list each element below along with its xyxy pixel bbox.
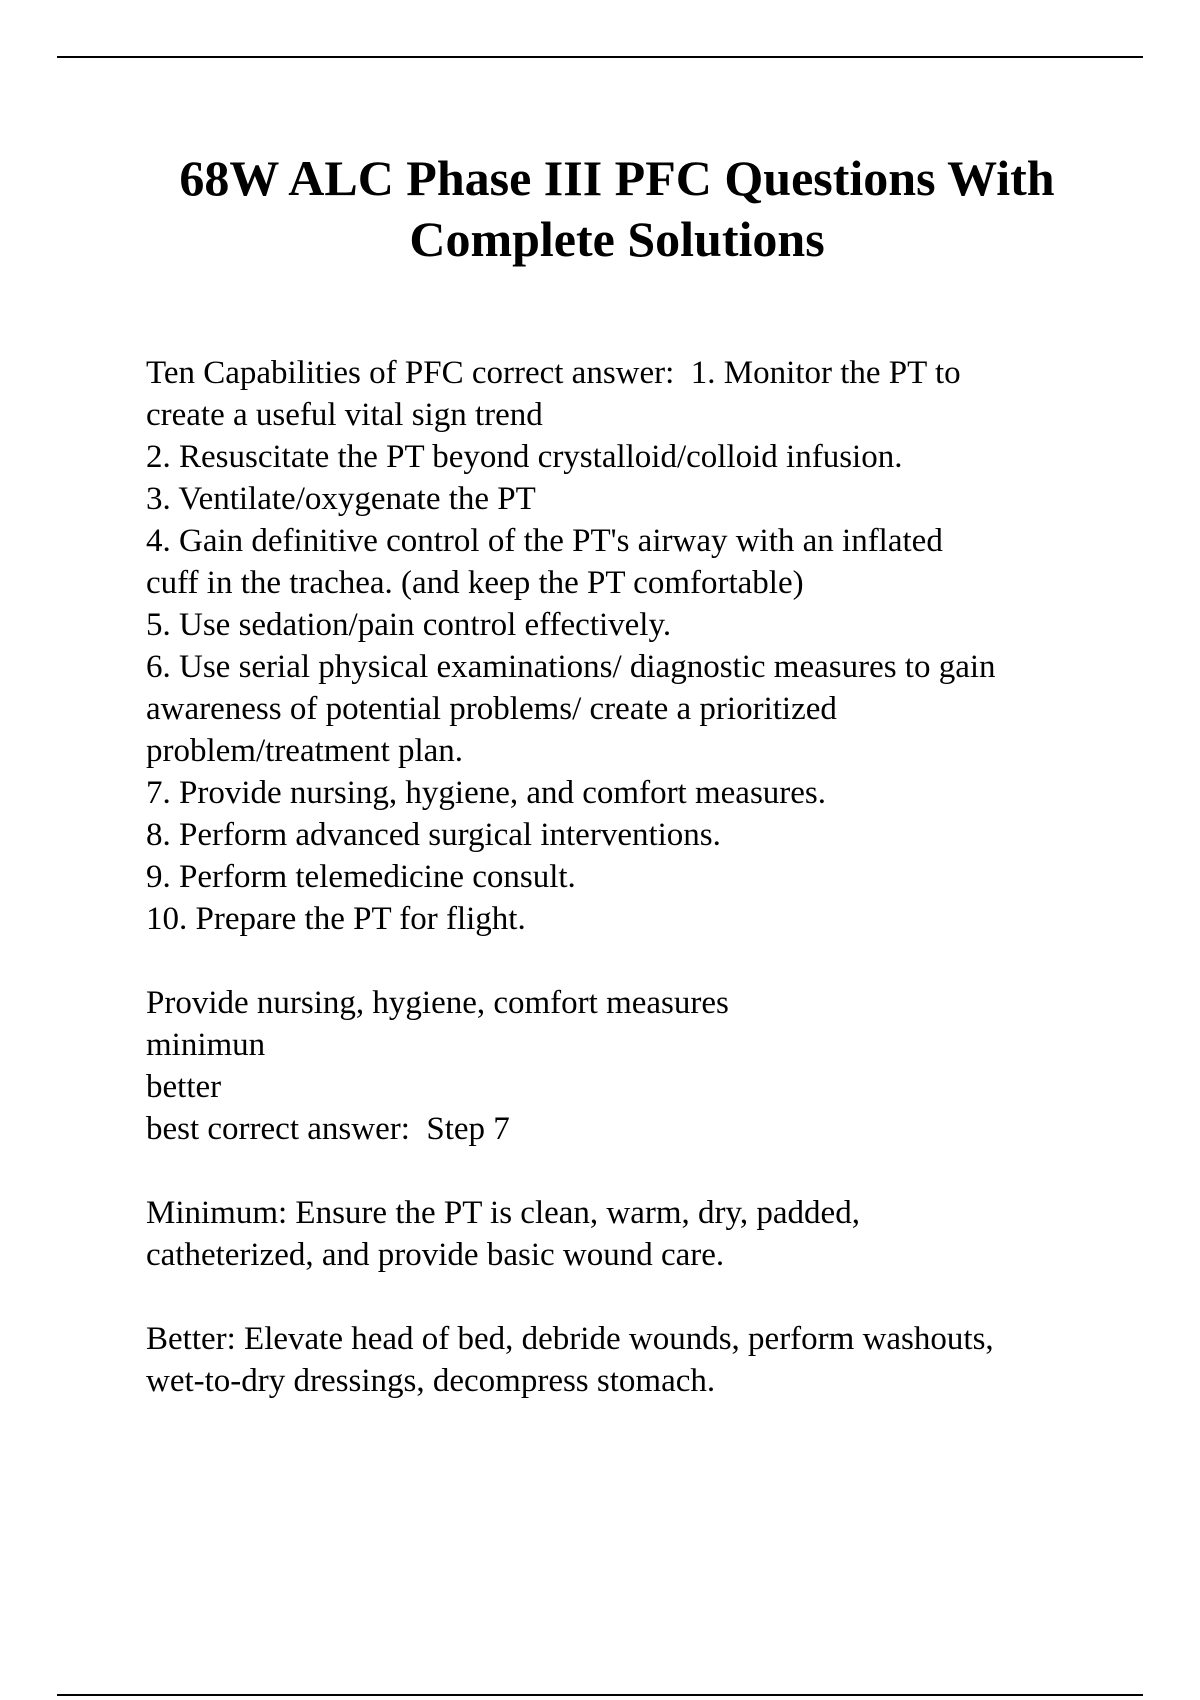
text-line: minimun <box>146 1027 266 1063</box>
text-line: 9. Perform telemedicine consult. <box>146 859 576 895</box>
text-line: 6. Use serial physical examinations/ diagnostic measures to gain <box>146 649 996 685</box>
text-line: 2. Resuscitate the PT beyond crystalloid/colloid infusion. <box>146 439 903 475</box>
text-line: awareness of potential problems/ create a prioritized <box>146 691 837 727</box>
text-line: wet-to-dry dressings, decompress stomach. <box>146 1363 716 1399</box>
text-line: Better: Elevate head of bed, debride wounds, perform washouts, <box>146 1321 994 1357</box>
minimum-block <box>146 1192 1106 1276</box>
step-question-block <box>146 982 1106 1150</box>
document-title <box>120 148 1114 270</box>
text-line: 8. Perform advanced surgical interventions. <box>146 817 721 853</box>
top-rule <box>57 56 1143 58</box>
text-line: 4. Gain definitive control of the PT's airway with an inflated <box>146 523 943 559</box>
text-line: 7. Provide nursing, hygiene, and comfort measures. <box>146 775 827 811</box>
text-line: Provide nursing, hygiene, comfort measures <box>146 985 729 1021</box>
text-line: best correct answer: Step 7 <box>146 1111 510 1147</box>
text-line: 3. Ventilate/oxygenate the PT <box>146 481 536 517</box>
bottom-rule <box>57 1694 1143 1696</box>
document-body <box>146 352 1106 1402</box>
text-line: better <box>146 1069 222 1105</box>
text-line: 5. Use sedation/pain control effectively. <box>146 607 672 643</box>
text-line: cuff in the trachea. (and keep the PT comfortable) <box>146 565 804 601</box>
title-line-2: Complete Solutions <box>409 211 825 267</box>
better-block <box>146 1318 1106 1402</box>
text-line: create a useful vital sign trend <box>146 397 543 433</box>
capabilities-block <box>146 352 1106 940</box>
title-line-1: 68W ALC Phase III PFC Questions With <box>179 150 1055 206</box>
text-line: Minimum: Ensure the PT is clean, warm, dry, padded, <box>146 1195 860 1231</box>
text-line: catheterized, and provide basic wound care. <box>146 1237 725 1273</box>
text-line: Ten Capabilities of PFC correct answer: 1. Monitor the PT to <box>146 355 961 391</box>
text-line: 10. Prepare the PT for flight. <box>146 901 526 937</box>
text-line: problem/treatment plan. <box>146 733 464 769</box>
